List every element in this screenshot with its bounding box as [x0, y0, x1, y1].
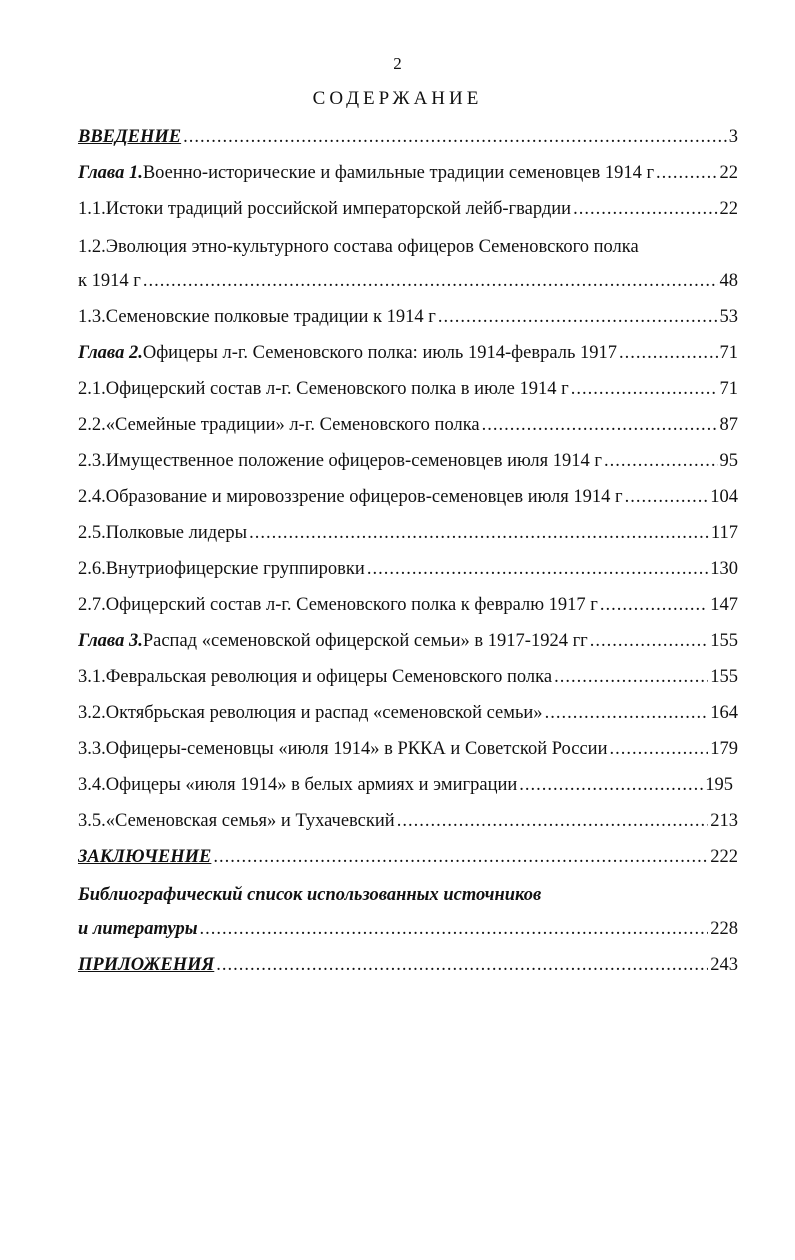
- toc-chapter-prefix: Глава 3.: [78, 631, 143, 651]
- leader-dots: [619, 342, 717, 364]
- toc-entry-bibliography-line1: Библиографический список использованных источников: [78, 885, 542, 905]
- toc-text: 2.7.Офицерский состав л-г. Семеновского полка к февралю 1917 г: [78, 595, 598, 615]
- page-number: 2: [393, 54, 402, 73]
- toc-text: к 1914 г: [78, 271, 141, 291]
- toc-entry-appendix: [78, 946, 738, 976]
- toc-text: 3.3.Офицеры-семеновцы «июля 1914» в РККА и Советской России: [78, 739, 608, 759]
- toc-entry-chapter-1: [78, 154, 738, 184]
- toc-text: 3.2.Октябрьская революция и распад «семеновской семьи»: [78, 703, 543, 723]
- toc-label: ЗАКЛЮЧЕНИЕ: [78, 847, 212, 867]
- toc-page: 71: [719, 343, 738, 363]
- toc-page: 195: [705, 775, 733, 795]
- toc-page: 243: [710, 955, 738, 975]
- leader-dots: [143, 270, 718, 292]
- leader-dots: [573, 198, 717, 220]
- leader-dots: [438, 306, 718, 328]
- toc-entry-2-4: [78, 478, 738, 508]
- toc-text: 2.2.«Семейные традиции» л-г. Семеновского полка: [78, 415, 480, 435]
- toc-text: 3.5.«Семеновская семья» и Тухачевский: [78, 811, 395, 831]
- toc-text: 2.1.Офицерский состав л-г. Семеновского полка в июле 1914 г: [78, 379, 569, 399]
- toc-entry-2-7: [78, 586, 738, 616]
- leader-dots: [183, 126, 727, 148]
- toc-text: 3.1.Февральская революция и офицеры Семеновского полка: [78, 667, 553, 687]
- toc-page: 213: [710, 811, 738, 831]
- leader-dots: [554, 666, 708, 688]
- toc-entry-2-5: [78, 514, 738, 544]
- toc-page: 48: [719, 271, 738, 291]
- leader-dots: [590, 630, 709, 652]
- toc-text: 2.4.Образование и мировоззрение офицеров-семеновцев июля 1914 г: [78, 487, 623, 507]
- toc-entry-chapter-3: [78, 622, 738, 652]
- leader-dots: [482, 414, 718, 436]
- leader-dots: [397, 810, 709, 832]
- leader-dots: [216, 954, 708, 976]
- toc-chapter-prefix: Глава 1.: [78, 163, 143, 183]
- toc-entry-2-1: [78, 370, 738, 400]
- toc-page: 155: [710, 667, 738, 687]
- toc-entry-chapter-2: [78, 334, 738, 364]
- toc-entry-3-4: [78, 766, 733, 796]
- leader-dots: [625, 486, 709, 508]
- leader-dots: [200, 918, 709, 940]
- toc-label: и литературы: [78, 919, 198, 939]
- toc-text: 3.4.Офицеры «июля 1914» в белых армиях и эмиграции: [78, 775, 518, 795]
- toc-page: 71: [719, 379, 738, 399]
- toc-page: 147: [710, 595, 738, 615]
- toc-entry-1-3: [78, 298, 738, 328]
- toc-entry-bibliography: [78, 910, 738, 940]
- page-title: СОДЕРЖАНИЕ: [312, 88, 483, 109]
- toc-entry-intro: [78, 118, 738, 148]
- leader-dots: [519, 774, 703, 796]
- toc-page: 53: [719, 307, 738, 327]
- toc-page: 87: [719, 415, 738, 435]
- toc-page: 3: [728, 127, 738, 147]
- toc-entry-2-3: [78, 442, 738, 472]
- toc-entry-2-6: [78, 550, 738, 580]
- toc-text: Офицеры л-г. Семеновского полка: июль 1914-февраль 1917: [142, 343, 618, 363]
- toc-entry-1-1: [78, 190, 738, 220]
- toc-text: 2.6.Внутриофицерские группировки: [78, 559, 365, 579]
- leader-dots: [545, 702, 709, 724]
- leader-dots: [656, 162, 717, 184]
- toc-page: 95: [719, 451, 738, 471]
- toc-page: 22: [719, 199, 738, 219]
- toc-label: ВВЕДЕНИЕ: [78, 127, 182, 147]
- toc-text: 2.3.Имущественное положение офицеров-семеновцев июля 1914 г: [78, 451, 602, 471]
- leader-dots: [600, 594, 708, 616]
- toc-page: 228: [710, 919, 738, 939]
- toc-page: 179: [710, 739, 738, 759]
- toc-entry-3-5: [78, 802, 738, 832]
- leader-dots: [249, 522, 709, 544]
- toc-entry-1-2-line1: 1.2.Эволюция этно-культурного состава офицеров Семеновского полка: [78, 237, 639, 257]
- leader-dots: [213, 846, 708, 868]
- toc-entry-3-1: [78, 658, 738, 688]
- toc-entry-conclusion: [78, 838, 738, 868]
- toc-page: 22: [719, 163, 738, 183]
- leader-dots: [609, 738, 708, 760]
- toc-text: Распад «семеновской офицерской семьи» в 1917-1924 гг: [142, 631, 588, 651]
- toc-page: 155: [710, 631, 738, 651]
- leader-dots: [604, 450, 718, 472]
- toc-entry-3-3: [78, 730, 738, 760]
- toc-page: 164: [710, 703, 738, 723]
- toc-text: 2.5.Полковые лидеры: [78, 523, 248, 543]
- toc-text: Военно-исторические и фамильные традиции семеновцев 1914 г: [142, 163, 655, 183]
- toc-entry-3-2: [78, 694, 738, 724]
- toc-page: 222: [710, 847, 738, 867]
- toc-text: 1.1.Истоки традиций российской императорской лейб-гвардии: [78, 199, 572, 219]
- toc-entry-1-2: [78, 262, 738, 292]
- leader-dots: [367, 558, 708, 580]
- toc-page: 104: [710, 487, 738, 507]
- toc-page: 130: [710, 559, 738, 579]
- leader-dots: [571, 378, 718, 400]
- toc-chapter-prefix: Глава 2.: [78, 343, 143, 363]
- toc-label: ПРИЛОЖЕНИЯ: [78, 955, 215, 975]
- toc-page: 117: [710, 523, 738, 543]
- toc-text: 1.3.Семеновские полковые традиции к 1914 г: [78, 307, 436, 327]
- toc-entry-2-2: [78, 406, 738, 436]
